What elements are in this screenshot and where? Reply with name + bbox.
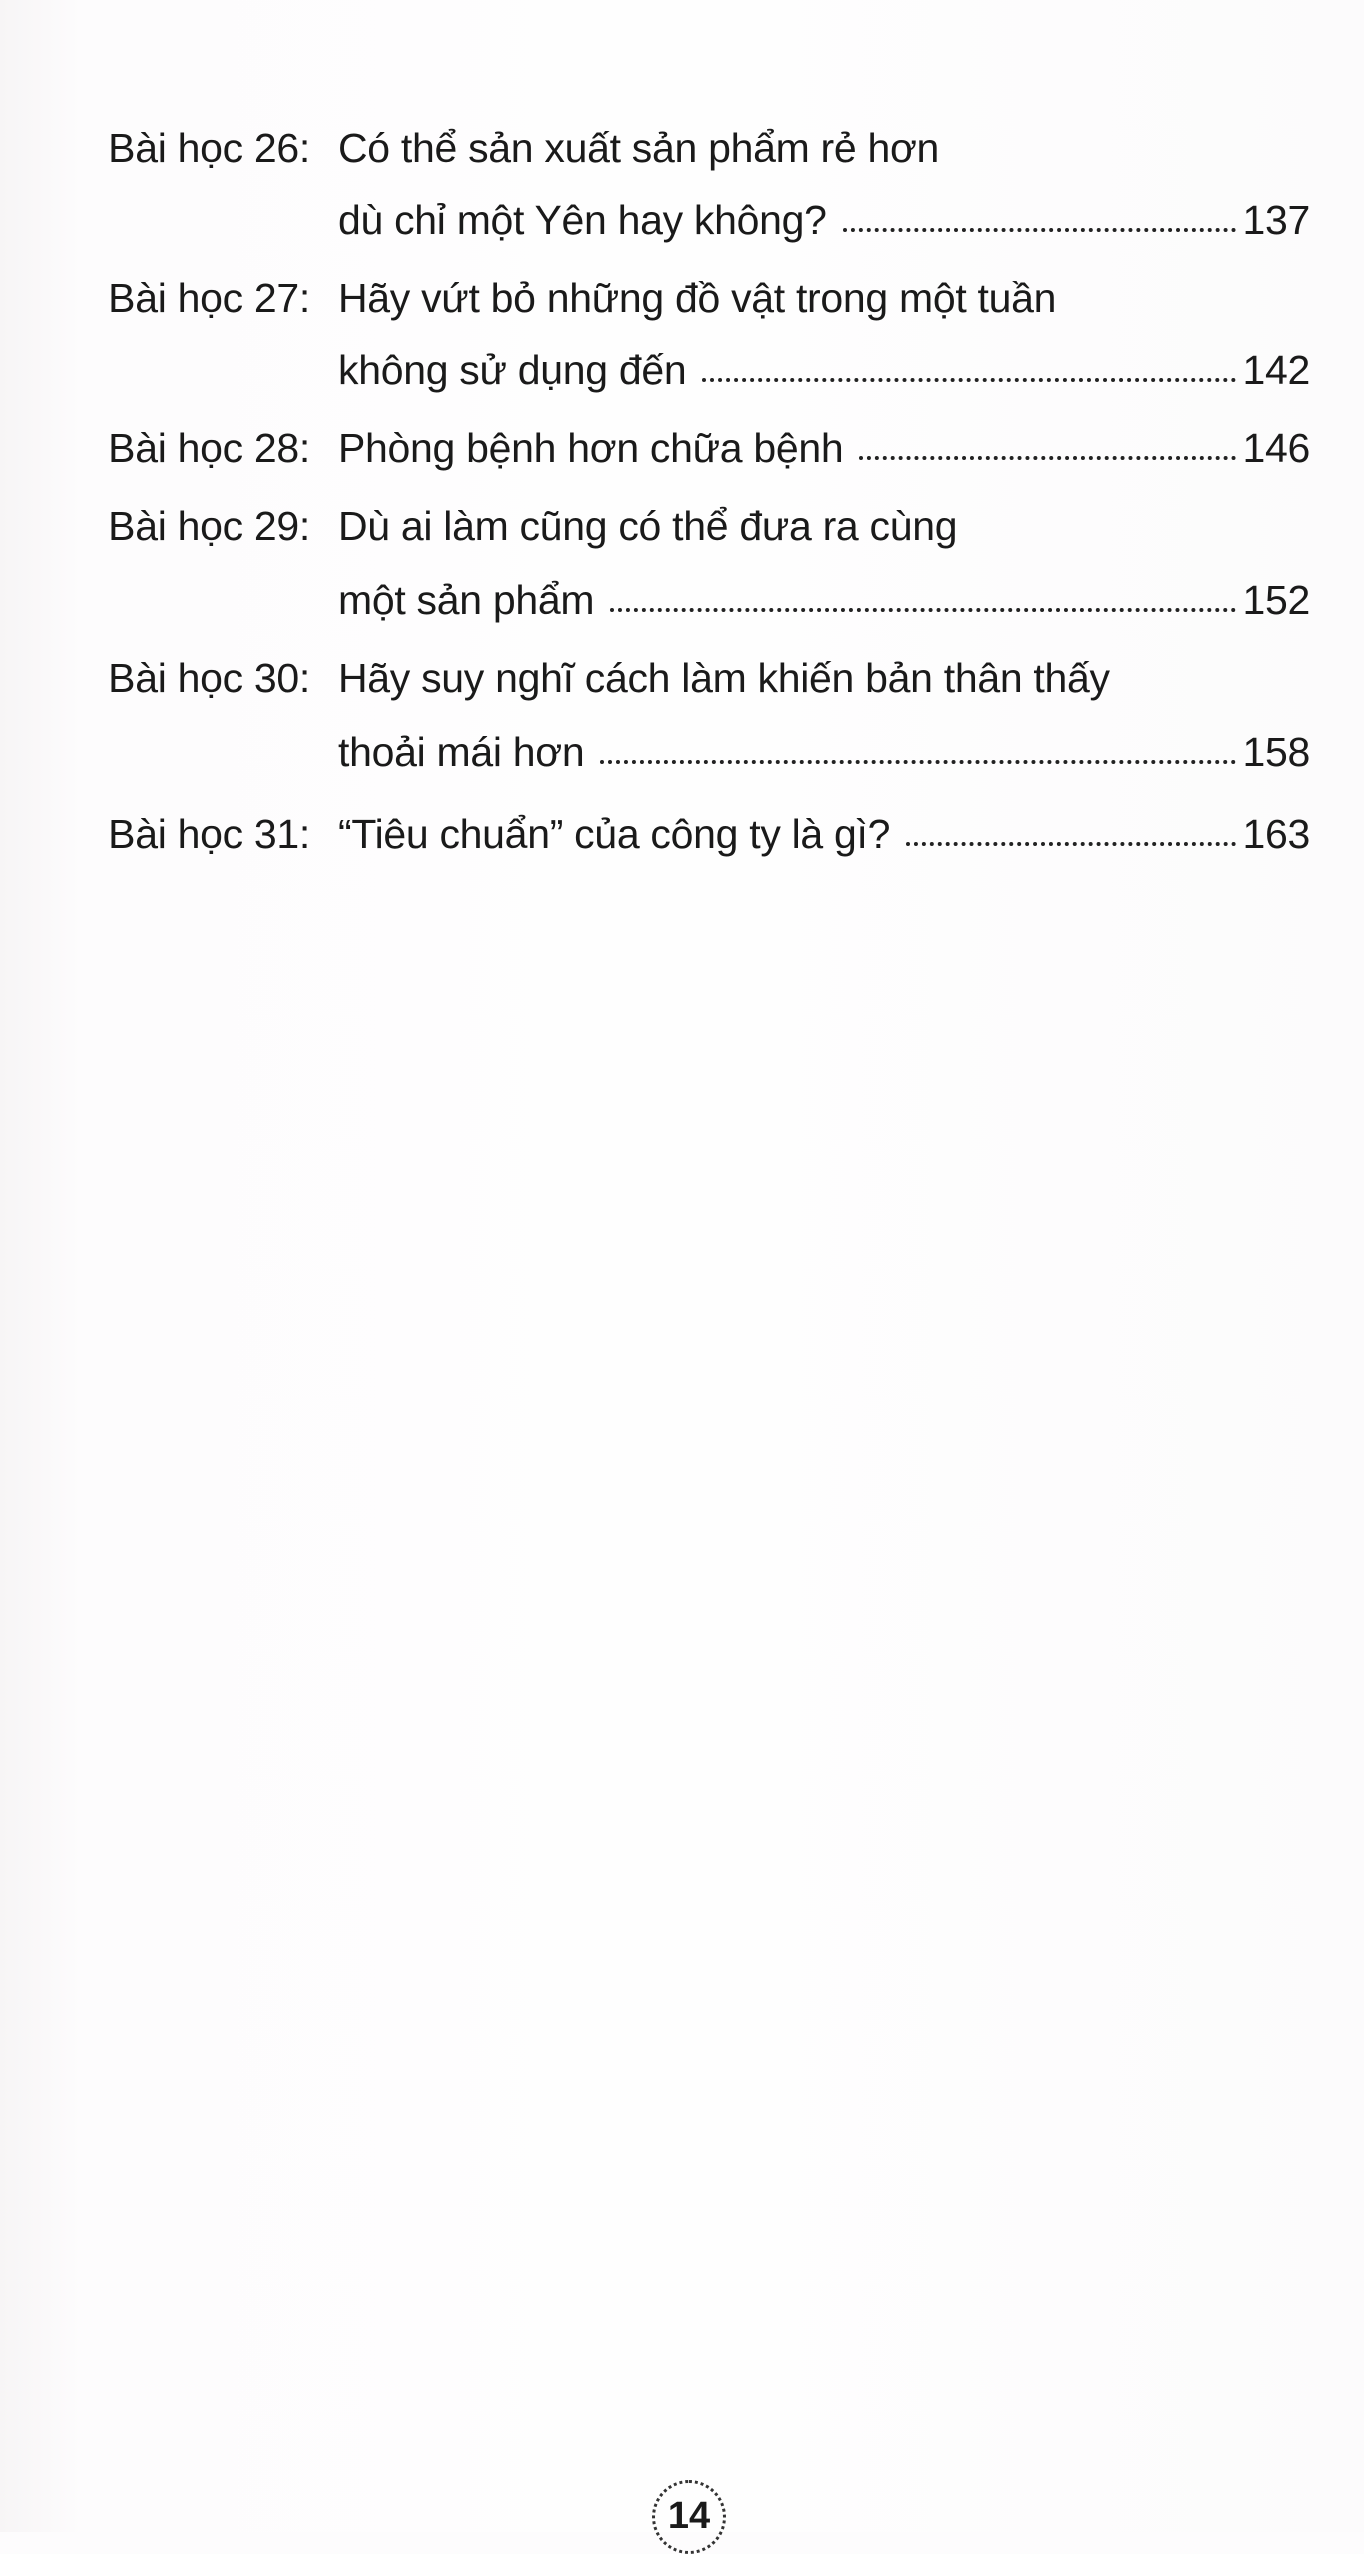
entry-title-line (338, 122, 1310, 174)
entry-title-text: Hãy vứt bỏ những đồ vật trong một tuần (338, 275, 1057, 321)
page-ref: 137 (1242, 197, 1310, 243)
page-ref: 146 (1242, 425, 1310, 471)
lesson-label: Bài học 29: (108, 503, 310, 549)
page-ref: 158 (1242, 729, 1310, 775)
lesson-label: Bài học 26: (108, 125, 310, 171)
page-number-badge: 14 (652, 2480, 726, 2554)
lesson-label: Bài học 30: (108, 655, 310, 701)
dot-leader (610, 608, 1236, 612)
dot-leader (906, 842, 1236, 846)
entry-title-line (338, 500, 1310, 552)
page-ref: 152 (1242, 577, 1310, 623)
lesson-label: Bài học 28: (108, 425, 310, 471)
entry-title-line (338, 808, 1310, 860)
entry-title-text: không sử dụng đến (338, 347, 687, 393)
dot-leader (702, 378, 1236, 382)
entry-title-text: Hãy suy nghĩ cách làm khiến bản thân thấy (338, 655, 1110, 701)
entry-title-text: thoải mái hơn (338, 729, 585, 775)
lesson-label: Bài học 27: (108, 275, 310, 321)
entry-title-text: dù chỉ một Yên hay không? (338, 197, 827, 243)
dot-leader (859, 456, 1236, 460)
dot-leader (843, 228, 1237, 232)
entry-title-text: Có thể sản xuất sản phẩm rẻ hơn (338, 125, 940, 171)
entry-title-line (338, 726, 1310, 778)
entry-title-line (338, 652, 1310, 704)
entry-title-line (338, 574, 1310, 626)
page-ref: 163 (1242, 811, 1310, 857)
entry-title-text: “Tiêu chuẩn” của công ty là gì? (338, 811, 891, 857)
entry-title-text: một sản phẩm (338, 577, 595, 623)
entry-title-line (338, 194, 1310, 246)
page-ref: 142 (1242, 347, 1310, 393)
entry-title-text: Phòng bệnh hơn chữa bệnh (338, 425, 844, 471)
entry-title-line (338, 272, 1310, 324)
entry-title-text: Dù ai làm cũng có thể đưa ra cùng (338, 503, 958, 549)
dot-leader (600, 760, 1236, 764)
entry-title-line (338, 422, 1310, 474)
lesson-label: Bài học 31: (108, 811, 310, 857)
entry-title-line (338, 344, 1310, 396)
